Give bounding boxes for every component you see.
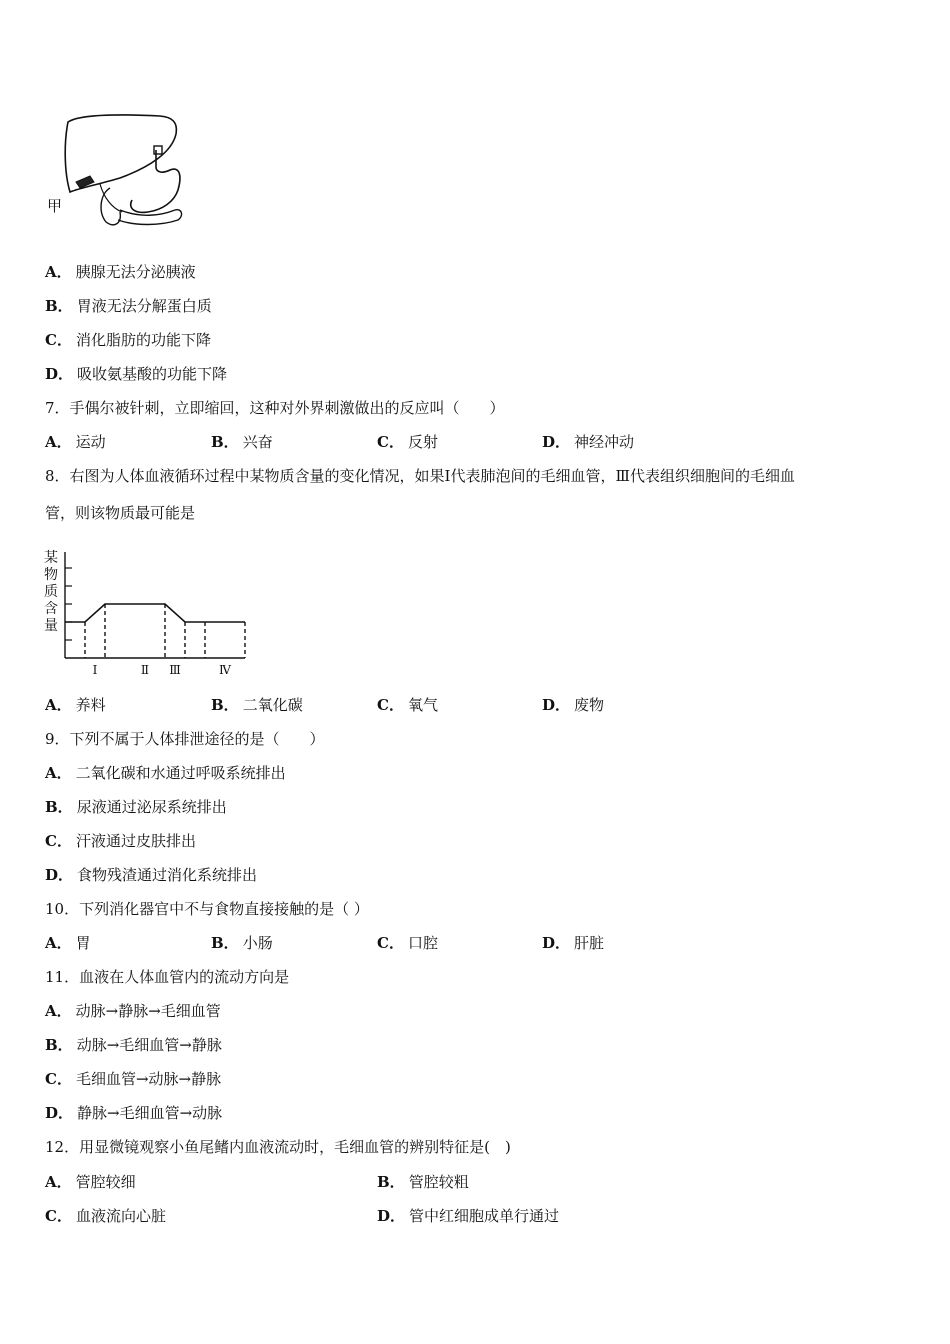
figure-label-jia: 甲 bbox=[47, 197, 63, 215]
content-line bbox=[65, 604, 245, 622]
option-letter: A． bbox=[45, 764, 72, 782]
q11-option-c[interactable] bbox=[45, 1069, 221, 1089]
option-letter: D． bbox=[542, 433, 571, 451]
q10-option-c[interactable] bbox=[377, 933, 438, 953]
option-text: 神经冲动 bbox=[574, 433, 635, 451]
q8-stem-line2: 管，则该物质最可能是 bbox=[45, 504, 196, 522]
q9-option-b[interactable] bbox=[45, 797, 227, 817]
q7-option-a[interactable] bbox=[45, 432, 106, 452]
option-letter: B． bbox=[45, 1036, 73, 1054]
option-letter: C． bbox=[45, 1070, 72, 1088]
option-text: 二氧化碳 bbox=[242, 696, 303, 714]
q7-stem: 7．手偶尔被针刺，立即缩回，这种对外界刺激做出的反应叫（ ） bbox=[45, 399, 505, 417]
option-text: 血液流向心脏 bbox=[75, 1207, 166, 1225]
q9-option-d[interactable] bbox=[45, 865, 257, 885]
q12-option-a[interactable] bbox=[45, 1172, 136, 1192]
digestive-organs-figure bbox=[60, 112, 200, 232]
option-text: 兴奋 bbox=[242, 433, 273, 451]
q6-option-a[interactable] bbox=[45, 262, 196, 282]
option-text: 汗液通过皮肤排出 bbox=[75, 832, 196, 850]
q10-option-b[interactable] bbox=[211, 933, 273, 953]
option-text: 管中红细胞成单行通过 bbox=[409, 1207, 560, 1225]
option-text: 胃 bbox=[75, 934, 91, 952]
q10-option-d[interactable] bbox=[542, 933, 604, 953]
option-text: 口腔 bbox=[407, 934, 438, 952]
option-text: 消化脂肪的功能下降 bbox=[75, 331, 211, 349]
option-text: 胰腺无法分泌胰液 bbox=[75, 263, 196, 281]
option-letter: D． bbox=[542, 696, 571, 714]
option-letter: C． bbox=[377, 696, 404, 714]
option-letter: D． bbox=[377, 1207, 406, 1225]
option-letter: C． bbox=[45, 331, 72, 349]
option-letter: D． bbox=[45, 866, 74, 884]
option-text: 反射 bbox=[407, 433, 438, 451]
q12-option-b[interactable] bbox=[377, 1172, 469, 1192]
option-text: 肝脏 bbox=[574, 934, 605, 952]
q10-stem: 10．下列消化器官中不与食物直接接触的是（ ） bbox=[45, 900, 369, 918]
q10-option-a[interactable] bbox=[45, 933, 91, 953]
option-letter: C． bbox=[377, 934, 404, 952]
q7-option-d[interactable] bbox=[542, 432, 634, 452]
q8-option-a[interactable] bbox=[45, 695, 106, 715]
x-category-label: Ⅱ bbox=[140, 663, 150, 677]
option-text: 氧气 bbox=[407, 696, 438, 714]
q11-option-d[interactable] bbox=[45, 1103, 222, 1123]
q11-option-a[interactable] bbox=[45, 1001, 221, 1021]
option-letter: C． bbox=[377, 433, 404, 451]
option-text: 养料 bbox=[75, 696, 106, 714]
stomach-outline bbox=[131, 150, 180, 212]
q9-option-a[interactable] bbox=[45, 763, 286, 783]
q6-option-c[interactable] bbox=[45, 330, 211, 350]
y-axis-label-char: 某 bbox=[44, 550, 58, 566]
q9-stem: 9．下列不属于人体排泄途径的是（ ） bbox=[45, 730, 325, 748]
option-letter: B． bbox=[377, 1173, 405, 1191]
x-category-label: Ⅲ bbox=[169, 663, 181, 677]
y-axis-label-char: 质 bbox=[44, 584, 58, 600]
option-text: 吸收氨基酸的功能下降 bbox=[77, 365, 228, 383]
option-text: 食物残渣通过消化系统排出 bbox=[77, 866, 258, 884]
q11-stem: 11．血液在人体血管内的流动方向是 bbox=[45, 968, 290, 986]
option-text: 胃液无法分解蛋白质 bbox=[76, 297, 212, 315]
q7-option-c[interactable] bbox=[377, 432, 438, 452]
option-text: 动脉→静脉→毛细血管 bbox=[75, 1002, 221, 1020]
option-text: 二氧化碳和水通过呼吸系统排出 bbox=[75, 764, 286, 782]
option-text: 动脉→毛细血管→静脉 bbox=[76, 1036, 222, 1054]
x-category-label: Ⅳ bbox=[219, 663, 231, 677]
option-letter: B． bbox=[211, 433, 239, 451]
option-text: 小肠 bbox=[242, 934, 273, 952]
q6-option-d[interactable] bbox=[45, 364, 227, 384]
q9-option-c[interactable] bbox=[45, 831, 196, 851]
option-text: 管腔较粗 bbox=[408, 1173, 469, 1191]
pancreas-duct bbox=[100, 184, 122, 212]
option-letter: B． bbox=[211, 696, 239, 714]
option-letter: A． bbox=[45, 696, 72, 714]
option-letter: A． bbox=[45, 1173, 72, 1191]
q8-option-c[interactable] bbox=[377, 695, 438, 715]
option-letter: B． bbox=[45, 297, 73, 315]
option-text: 管腔较细 bbox=[75, 1173, 136, 1191]
substance-content-chart bbox=[40, 542, 260, 682]
q12-option-c[interactable] bbox=[45, 1206, 166, 1226]
option-text: 毛细血管→动脉→静脉 bbox=[75, 1070, 222, 1088]
option-text: 尿液通过泌尿系统排出 bbox=[76, 798, 227, 816]
q8-option-b[interactable] bbox=[211, 695, 303, 715]
option-letter: A． bbox=[45, 433, 72, 451]
q11-option-b[interactable] bbox=[45, 1035, 222, 1055]
option-text: 废物 bbox=[574, 696, 605, 714]
q12-stem: 12．用显微镜观察小鱼尾鳍内血液流动时，毛细血管的辨别特征是( ) bbox=[45, 1138, 511, 1156]
option-letter: D． bbox=[45, 365, 74, 383]
q12-option-d[interactable] bbox=[377, 1206, 559, 1226]
option-text: 静脉→毛细血管→动脉 bbox=[77, 1104, 223, 1122]
option-letter: D． bbox=[542, 934, 571, 952]
q7-option-b[interactable] bbox=[211, 432, 273, 452]
x-category-label: Ⅰ bbox=[92, 663, 98, 677]
option-letter: C． bbox=[45, 1207, 72, 1225]
option-letter: D． bbox=[45, 1104, 74, 1122]
q6-option-b[interactable] bbox=[45, 296, 212, 316]
q8-stem-line1: 8．右图为人体血液循环过程中某物质含量的变化情况，如果Ⅰ代表肺泡间的毛细血管，Ⅲ代表组织细胞间的毛细血 bbox=[45, 467, 795, 485]
option-text: 运动 bbox=[75, 433, 106, 451]
y-axis-label-char: 量 bbox=[44, 618, 58, 634]
y-axis-label-char: 含 bbox=[44, 601, 58, 617]
y-axis-label-char: 物 bbox=[44, 567, 58, 583]
option-letter: C． bbox=[45, 832, 72, 850]
option-letter: B． bbox=[45, 798, 73, 816]
option-letter: A． bbox=[45, 1002, 72, 1020]
option-letter: A． bbox=[45, 934, 72, 952]
q8-option-d[interactable] bbox=[542, 695, 604, 715]
option-letter: A． bbox=[45, 263, 72, 281]
option-letter: B． bbox=[211, 934, 239, 952]
